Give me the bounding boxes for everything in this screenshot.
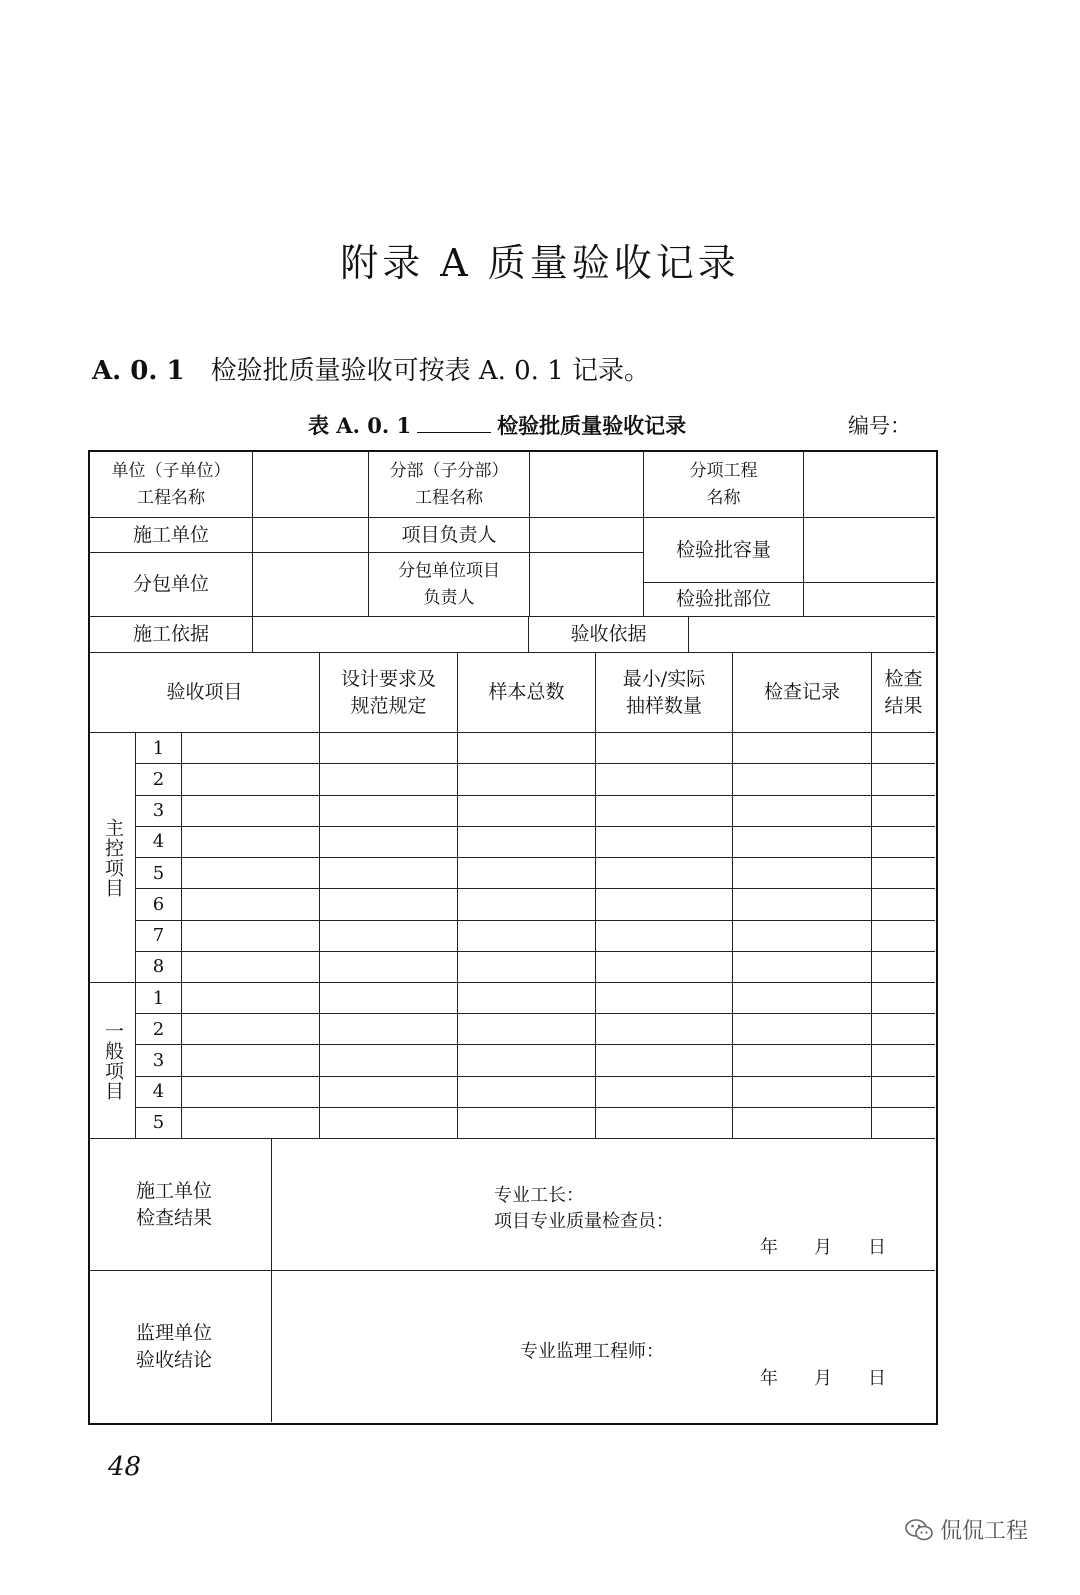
supervisor-date — [760, 1364, 922, 1390]
main-control-item-desc-cell[interactable] — [182, 827, 320, 858]
acceptance-basis-value[interactable] — [689, 617, 935, 653]
quality-inspector-label: 项目专业质量检查员： — [494, 1211, 674, 1232]
table-title: 检验批质量验收记录 — [497, 413, 687, 438]
main-control-inspection-result-cell[interactable] — [872, 827, 935, 858]
main-control-sample-total-cell[interactable] — [458, 921, 596, 952]
main-control-min-actual-cell[interactable] — [596, 921, 733, 952]
page-number: 48 — [108, 1452, 142, 1482]
appendix-title: 附录 A 质量验收记录 — [340, 241, 740, 285]
row-number: 6 — [136, 889, 182, 920]
general-min-actual-cell[interactable] — [596, 1014, 733, 1045]
general-inspection-result-cell[interactable] — [872, 1014, 935, 1045]
division-value[interactable] — [530, 452, 644, 518]
main-control-design-req-cell[interactable] — [320, 733, 458, 764]
unit-project-label: 单位（子单位） 工程名称 — [90, 452, 253, 518]
batch-location-label: 检验批部位 — [644, 583, 804, 617]
general-sample-total-cell[interactable] — [458, 1045, 596, 1076]
main-control-label: 主控项目 — [102, 817, 124, 898]
general-design-req-cell[interactable] — [320, 1045, 458, 1076]
supervisor-month: 月 — [814, 1368, 834, 1389]
general-sample-total-cell[interactable] — [458, 1077, 596, 1108]
main-control-item-desc-cell[interactable] — [182, 733, 320, 764]
main-control-design-req-cell[interactable] — [320, 858, 458, 889]
subitem-label: 分项工程 名称 — [644, 452, 804, 518]
general-inspection-record-cell[interactable] — [733, 1014, 872, 1045]
main-control-min-actual-cell[interactable] — [596, 827, 733, 858]
watermark-text: 侃侃工程 — [939, 1519, 1028, 1544]
main-control-inspection-result-cell[interactable] — [872, 733, 935, 764]
main-control-inspection-record-cell[interactable] — [733, 764, 872, 795]
main-control-item-desc-cell[interactable] — [182, 921, 320, 952]
general-inspection-result-cell[interactable] — [872, 1045, 935, 1076]
col-header-inspection-record: 检查记录 — [733, 653, 872, 733]
main-control-inspection-result-cell[interactable] — [872, 952, 935, 983]
watermark — [904, 1514, 1028, 1545]
general-min-actual-cell[interactable] — [596, 1077, 733, 1108]
contractor-label: 施工单位 — [90, 518, 253, 553]
main-control-group-label — [90, 733, 136, 983]
batch-location-value[interactable] — [804, 583, 935, 617]
col-header-inspection-result: 检查 结果 — [872, 653, 935, 733]
col-header-min-actual: 最小/实际 抽样数量 — [596, 653, 733, 733]
main-control-min-actual-cell[interactable] — [596, 764, 733, 795]
row-number: 2 — [136, 1014, 182, 1045]
main-control-sample-total-cell[interactable] — [458, 827, 596, 858]
col-header-design-req: 设计要求及 规范规定 — [320, 653, 458, 733]
general-min-actual-cell[interactable] — [596, 983, 733, 1014]
main-control-inspection-result-cell[interactable] — [872, 921, 935, 952]
general-inspection-record-cell[interactable] — [733, 1108, 872, 1139]
main-control-item-desc-cell[interactable] — [182, 889, 320, 920]
general-design-req-cell[interactable] — [320, 1014, 458, 1045]
main-control-sample-total-cell[interactable] — [458, 889, 596, 920]
main-control-inspection-result-cell[interactable] — [872, 796, 935, 827]
general-sample-total-cell[interactable] — [458, 1108, 596, 1139]
row-number: 3 — [136, 796, 182, 827]
row-number: 5 — [136, 1108, 182, 1139]
supervisor-day: 日 — [868, 1368, 888, 1389]
sub-manager-label: 分包单位项目 负责人 — [369, 553, 530, 617]
main-control-min-actual-cell[interactable] — [596, 952, 733, 983]
main-control-inspection-result-cell[interactable] — [872, 764, 935, 795]
general-item-desc-cell[interactable] — [182, 983, 320, 1014]
project-manager-value[interactable] — [530, 518, 644, 553]
contractor-check-date — [760, 1233, 922, 1259]
main-control-sample-total-cell[interactable] — [458, 764, 596, 795]
subcontractor-label: 分包单位 — [90, 553, 253, 617]
general-item-desc-cell[interactable] — [182, 1108, 320, 1139]
col-header-item: 验收项目 — [90, 653, 320, 733]
clause-number: A. 0. 1 — [92, 356, 185, 386]
row-number: 4 — [136, 1077, 182, 1108]
general-min-actual-cell[interactable] — [596, 1108, 733, 1139]
general-inspection-record-cell[interactable] — [733, 1045, 872, 1076]
main-control-inspection-record-cell[interactable] — [733, 921, 872, 952]
record-number-label: 编号： — [848, 414, 911, 438]
main-control-item-desc-cell[interactable] — [182, 764, 320, 795]
general-inspection-result-cell[interactable] — [872, 983, 935, 1014]
main-control-inspection-record-cell[interactable] — [733, 858, 872, 889]
main-control-inspection-record-cell[interactable] — [733, 827, 872, 858]
general-sample-total-cell[interactable] — [458, 1014, 596, 1045]
main-control-min-actual-cell[interactable] — [596, 733, 733, 764]
inspection-form — [88, 450, 938, 1425]
subitem-value[interactable] — [804, 452, 935, 518]
subcontractor-value[interactable] — [253, 553, 369, 617]
row-number: 2 — [136, 764, 182, 795]
row-number: 3 — [136, 1045, 182, 1076]
general-design-req-cell[interactable] — [320, 1077, 458, 1108]
main-control-inspection-record-cell[interactable] — [733, 952, 872, 983]
general-min-actual-cell[interactable] — [596, 1045, 733, 1076]
main-control-design-req-cell[interactable] — [320, 921, 458, 952]
general-inspection-record-cell[interactable] — [733, 983, 872, 1014]
row-number: 1 — [136, 733, 182, 764]
main-control-inspection-record-cell[interactable] — [733, 796, 872, 827]
main-control-design-req-cell[interactable] — [320, 764, 458, 795]
table-title-blank — [417, 414, 491, 433]
general-item-desc-cell[interactable] — [182, 1014, 320, 1045]
wechat-icon — [904, 1517, 934, 1543]
main-control-design-req-cell[interactable] — [320, 952, 458, 983]
general-label: 一般项目 — [102, 1020, 124, 1101]
foreman-label: 专业工长： — [494, 1185, 584, 1206]
main-control-sample-total-cell[interactable] — [458, 952, 596, 983]
main-control-item-desc-cell[interactable] — [182, 858, 320, 889]
division-label: 分部（子分部） 工程名称 — [369, 452, 530, 518]
main-control-sample-total-cell[interactable] — [458, 796, 596, 827]
main-control-inspection-result-cell[interactable] — [872, 889, 935, 920]
supervisor-conclusion-label: 监理单位 验收结论 — [90, 1271, 272, 1422]
sub-manager-value[interactable] — [530, 553, 644, 617]
contractor-value[interactable] — [253, 518, 369, 553]
general-inspection-result-cell[interactable] — [872, 1077, 935, 1108]
general-item-desc-cell[interactable] — [182, 1077, 320, 1108]
supervisor-year: 年 — [760, 1368, 780, 1389]
general-design-req-cell[interactable] — [320, 1108, 458, 1139]
contractor-check-label: 施工单位 检查结果 — [90, 1139, 272, 1271]
project-manager-label: 项目负责人 — [369, 518, 530, 553]
main-control-min-actual-cell[interactable] — [596, 858, 733, 889]
general-group-label — [90, 983, 136, 1139]
contractor-year: 年 — [760, 1237, 780, 1258]
clause-text: 检验批质量验收可按表 A. 0. 1 记录。 — [210, 356, 651, 386]
general-inspection-record-cell[interactable] — [733, 1077, 872, 1108]
main-control-inspection-record-cell[interactable] — [733, 733, 872, 764]
main-control-inspection-result-cell[interactable] — [872, 858, 935, 889]
main-control-sample-total-cell[interactable] — [458, 858, 596, 889]
row-number: 5 — [136, 858, 182, 889]
col-header-sample-total: 样本总数 — [458, 653, 596, 733]
table-caption — [308, 410, 686, 440]
construction-basis-label: 施工依据 — [90, 617, 253, 653]
acceptance-basis-label: 验收依据 — [529, 617, 689, 653]
contractor-day: 日 — [868, 1237, 888, 1258]
contractor-month: 月 — [814, 1237, 834, 1258]
main-control-item-desc-cell[interactable] — [182, 796, 320, 827]
row-number: 4 — [136, 827, 182, 858]
row-number: 8 — [136, 952, 182, 983]
main-control-design-req-cell[interactable] — [320, 827, 458, 858]
supervising-engineer-label: 专业监理工程师： — [520, 1341, 664, 1362]
main-control-min-actual-cell[interactable] — [596, 796, 733, 827]
batch-capacity-value[interactable] — [804, 518, 935, 583]
table-label: 表 A. 0. 1 — [308, 413, 412, 438]
general-sample-total-cell[interactable] — [458, 983, 596, 1014]
main-control-min-actual-cell[interactable] — [596, 889, 733, 920]
main-control-item-desc-cell[interactable] — [182, 952, 320, 983]
row-number: 7 — [136, 921, 182, 952]
clause-line — [92, 350, 650, 387]
general-design-req-cell[interactable] — [320, 983, 458, 1014]
row-number: 1 — [136, 983, 182, 1014]
unit-project-value[interactable] — [253, 452, 369, 518]
main-control-design-req-cell[interactable] — [320, 889, 458, 920]
main-control-sample-total-cell[interactable] — [458, 733, 596, 764]
construction-basis-value[interactable] — [253, 617, 529, 653]
main-control-design-req-cell[interactable] — [320, 796, 458, 827]
general-inspection-result-cell[interactable] — [872, 1108, 935, 1139]
general-item-desc-cell[interactable] — [182, 1045, 320, 1076]
batch-capacity-label: 检验批容量 — [644, 518, 804, 583]
main-control-inspection-record-cell[interactable] — [733, 889, 872, 920]
